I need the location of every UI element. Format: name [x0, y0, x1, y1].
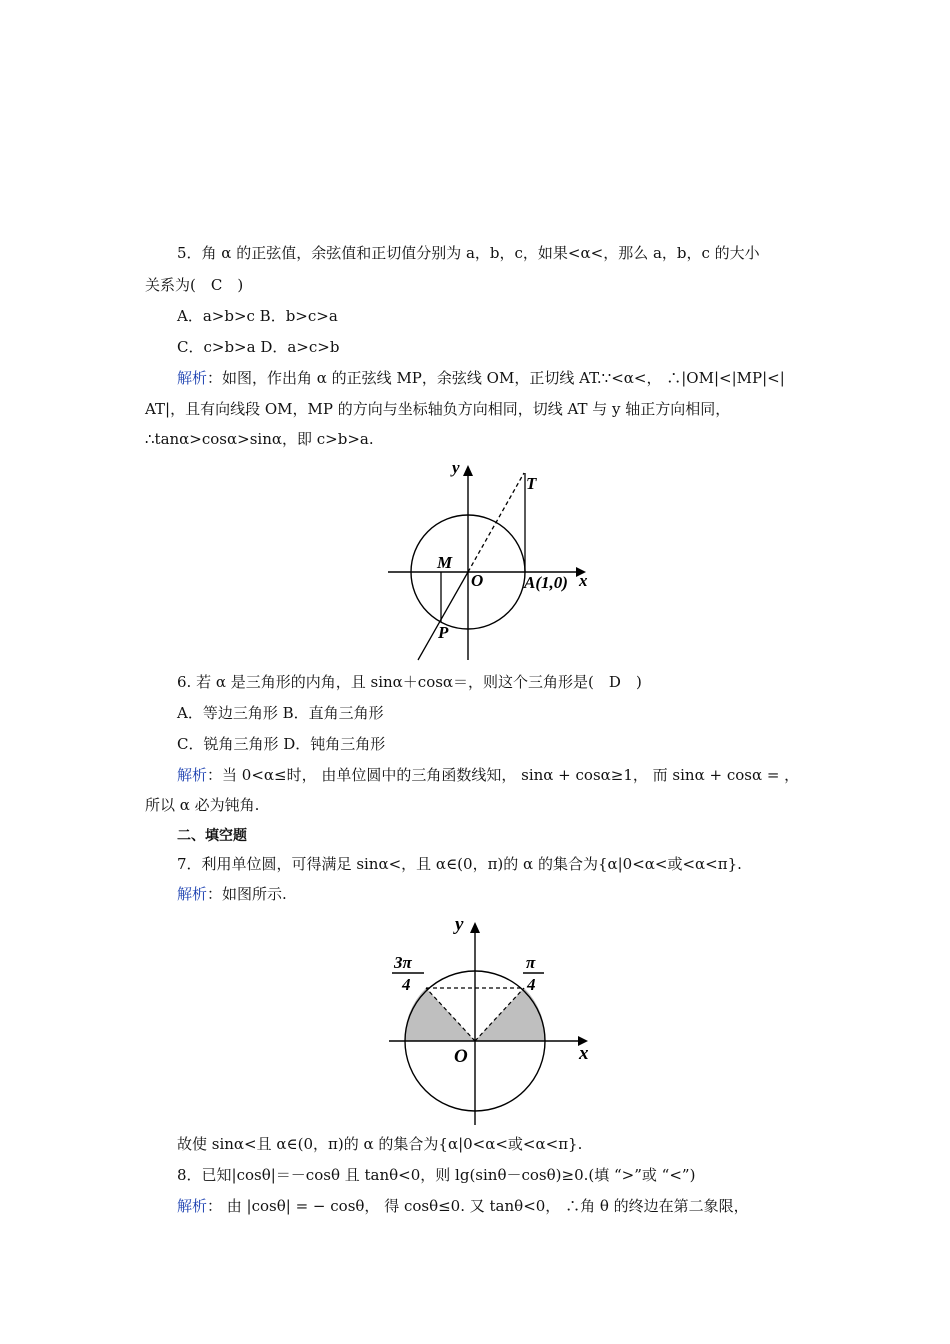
- section-heading: 二、填空题: [177, 828, 247, 844]
- q8-explanation-text: ： 由 |cosθ| = − cosθ， 得 cosθ≤0. 又 tanθ<0， ∴角 θ 的终边在第二象限，: [207, 1197, 749, 1215]
- label-t: T: [526, 474, 537, 493]
- shaded-region-right: [475, 988, 545, 1041]
- x-axis-label: x: [579, 571, 588, 590]
- shaded-region-left: [405, 988, 475, 1041]
- label-o: O: [471, 571, 484, 590]
- q5-stem-line1: 5．角 α 的正弦值，余弦值和正切值分别为 a，b，c，如果<α<，那么 a，b，c 的大小: [177, 244, 760, 262]
- q6-options-cd: C．锐角三角形 D．钝角三角形: [177, 735, 386, 753]
- y-axis-arrow: [463, 465, 473, 476]
- q6-explanation-text: ：当 0<α≤时， 由单位圆中的三角函数线知， sinα + cosα≥1， 而 sinα + cosα = ，: [207, 766, 800, 784]
- q5-explanation-line1: [177, 368, 785, 388]
- q6-stem: 6. 若 α 是三角形的内角，且 sinα＋cosα＝，则这个三角形是( D ): [177, 673, 642, 691]
- label-m: M: [437, 553, 453, 572]
- terminal-side: [418, 572, 468, 660]
- q5-options-cd: C．c>b>a D．a>c>b: [177, 338, 340, 356]
- label-pi-denominator: 4: [527, 975, 536, 994]
- q5-stem-line2: 关系为( C ): [145, 276, 244, 294]
- y-axis-label: y: [455, 914, 464, 935]
- q7-stem: 7．利用单位圆，可得满足 sinα<，且 α∈(0，π)的 α 的集合为{α|0<α<或<α<π}.: [177, 855, 742, 873]
- q7-explanation-label: 解析: [177, 885, 208, 903]
- q6-options-ab: A．等边三角形 B．直角三角形: [177, 704, 384, 722]
- q5-unit-circle-figure: [380, 455, 600, 665]
- terminal-side-extension: [468, 473, 524, 572]
- q5-explanation-line2: AT|，且有向线段 OM，MP 的方向与坐标轴负方向相同，切线 AT 与 y 轴正方向相同，: [145, 400, 731, 418]
- q8-explanation-label: 解析: [177, 1197, 208, 1215]
- label-3pi-denominator: 4: [402, 975, 411, 994]
- x-axis-label: x: [579, 1043, 589, 1064]
- label-3pi-numerator: 3π: [394, 953, 412, 972]
- y-axis-arrow: [470, 922, 480, 933]
- q5-explanation-line3: ∴tanα>cosα>sinα，即 c>b>a.: [145, 430, 374, 448]
- q7-explanation-line1: [177, 884, 287, 904]
- q6-explanation-line1: [177, 765, 799, 785]
- q8-explanation-line1: [177, 1196, 749, 1216]
- label-pi-numerator: π: [526, 953, 536, 972]
- q5-explanation-label: 解析: [177, 369, 208, 387]
- label-a: A(1,0): [524, 573, 568, 592]
- label-o: O: [454, 1046, 468, 1067]
- q8-stem: 8．已知|cosθ|＝－cosθ 且 tanθ<0，则 lg(sinθ－cosθ)≥0.(填 “>”或 “<”): [177, 1166, 696, 1184]
- q7-explanation-text: ：如图所示.: [207, 885, 287, 903]
- q5-explanation-text: ：如图，作出角 α 的正弦线 MP，余弦线 OM，正切线 AT.∵<α<， ∴|OM|<|MP|<|: [207, 369, 785, 387]
- q6-explanation-label: 解析: [177, 766, 208, 784]
- y-axis-label: y: [452, 458, 460, 477]
- label-p: P: [438, 623, 449, 642]
- q7-unit-circle-figure: [385, 910, 600, 1130]
- q6-explanation-line2: 所以 α 必为钝角.: [145, 796, 260, 814]
- q5-options-ab: A．a>b>c B．b>c>a: [177, 307, 338, 325]
- q7-conclusion: 故使 sinα<且 α∈(0，π)的 α 的集合为{α|0<α<或<α<π}.: [177, 1135, 583, 1153]
